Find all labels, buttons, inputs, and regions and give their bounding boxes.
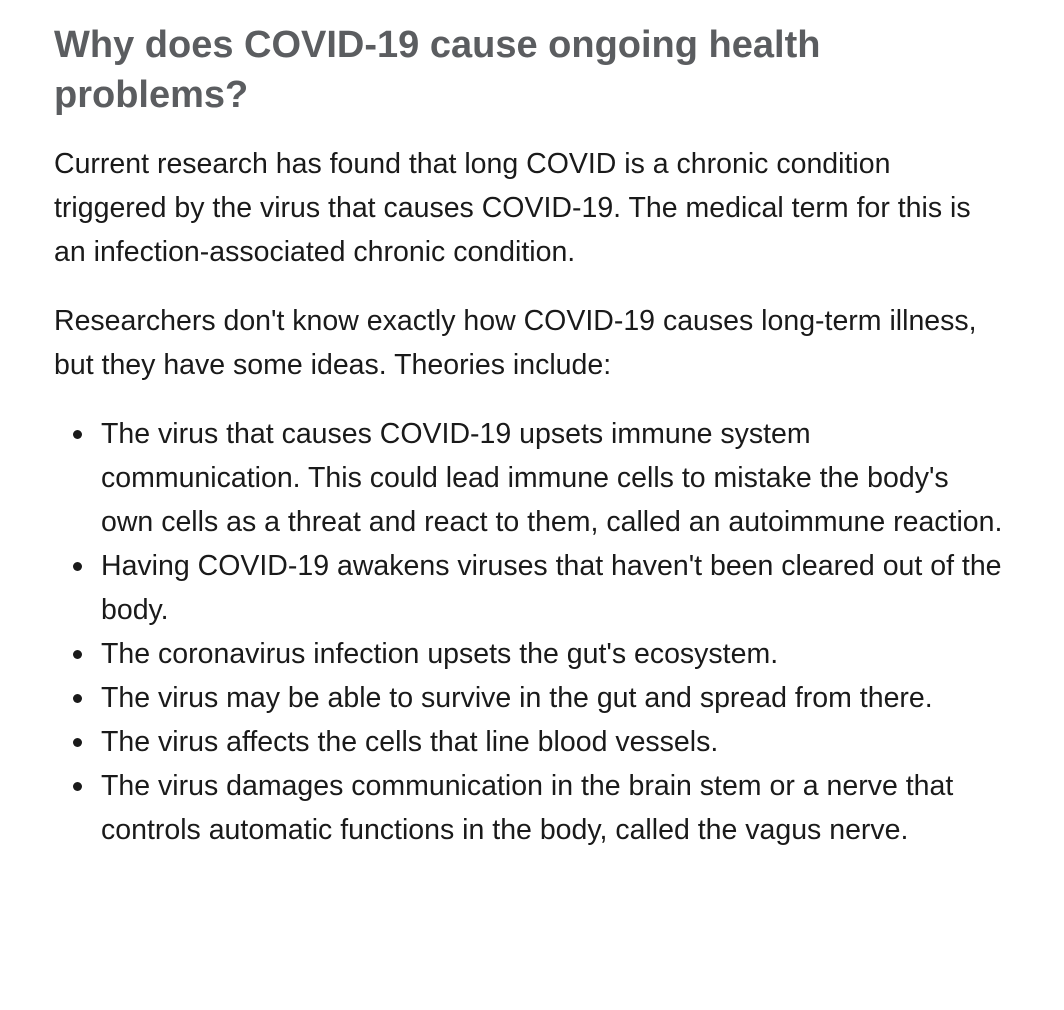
list-item	[54, 632, 1004, 676]
list-item-text: Having COVID-19 awakens viruses that haven't been cleared out of the body.	[101, 550, 1002, 626]
list-item	[54, 412, 1004, 544]
list-item-text: The coronavirus infection upsets the gut's ecosystem.	[101, 638, 779, 670]
bullet-icon	[73, 562, 82, 571]
list-item	[54, 720, 1004, 764]
theories-list	[54, 412, 1004, 852]
paragraph-theories-intro: Researchers don't know exactly how COVID-19 causes long-term illness, but they have some ideas. Theories include:	[54, 305, 977, 381]
bullet-icon	[73, 782, 82, 791]
bullet-icon	[73, 430, 82, 439]
list-item	[54, 764, 1004, 852]
list-item	[54, 544, 1004, 632]
bullet-icon	[73, 650, 82, 659]
list-item-text: The virus affects the cells that line blood vessels.	[101, 726, 719, 758]
bullet-icon	[73, 738, 82, 747]
bullet-icon	[73, 694, 82, 703]
list-item-text: The virus may be able to survive in the gut and spread from there.	[101, 682, 933, 714]
section-heading: Why does COVID-19 cause ongoing health problems?	[54, 24, 821, 116]
paragraph-long-covid-definition: Current research has found that long COVID is a chronic condition triggered by the virus that causes COVID-19. The medical term for this is an infection-associated chronic condition.	[54, 148, 971, 268]
list-item-text: The virus that causes COVID-19 upsets immune system communication. This could lead immune cells to mistake the body's own cells as a threat and react to them, called an autoimmune reaction.	[101, 418, 1003, 538]
article-section	[54, 20, 1004, 852]
list-item	[54, 676, 1004, 720]
list-item-text: The virus damages communication in the brain stem or a nerve that controls automatic functions in the body, called the vagus nerve.	[101, 770, 954, 846]
